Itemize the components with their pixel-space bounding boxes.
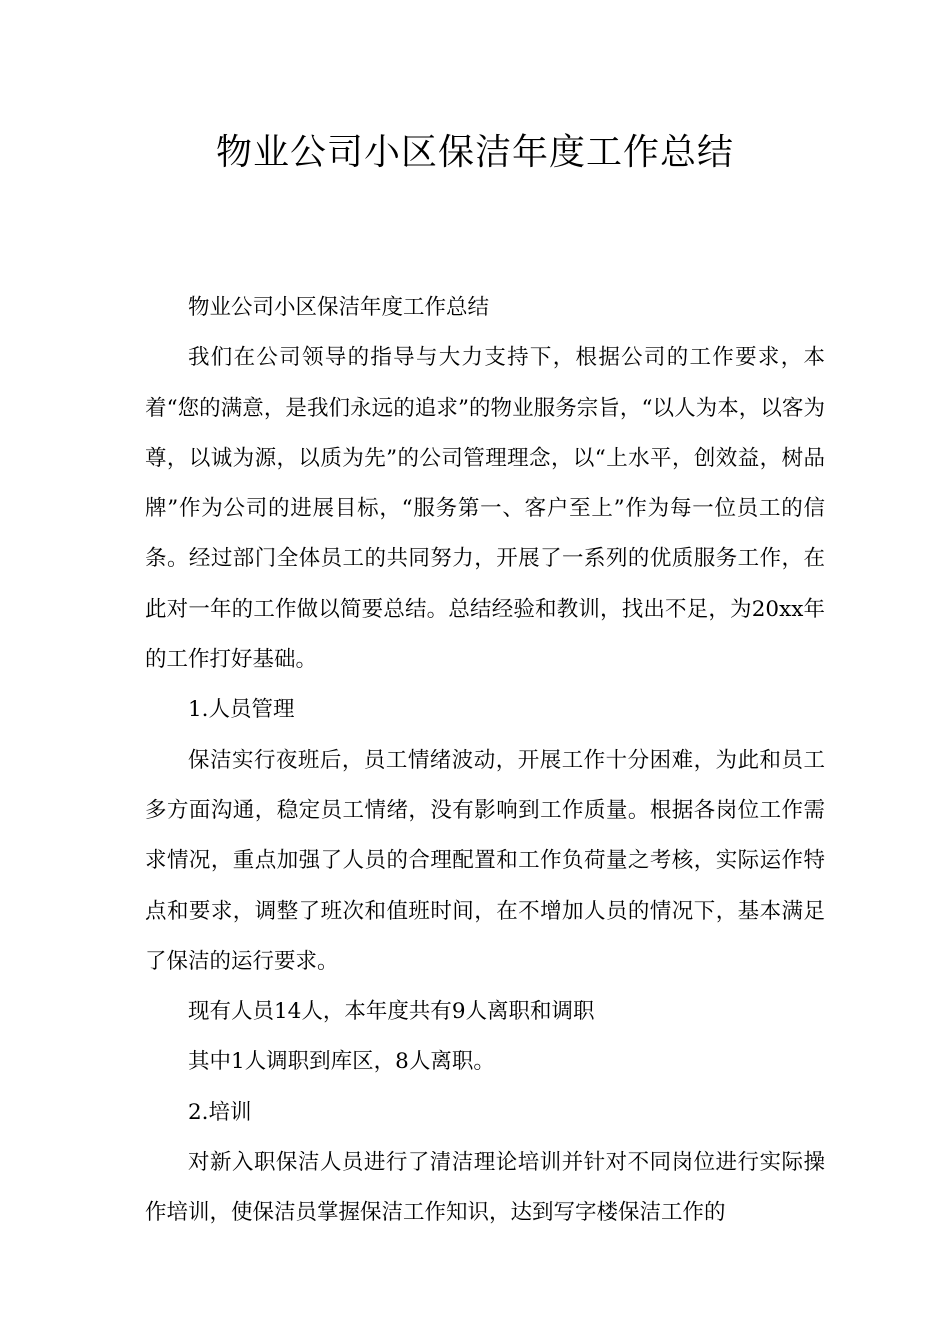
paragraph-training: 对新入职保洁人员进行了清洁理论培训并针对不同岗位进行实际操作培训，使保洁员掌握保洁工作知识，达到写字楼保洁工作的: [145, 1150, 825, 1226]
document-title: 物业公司小区保洁年度工作总结: [215, 132, 734, 173]
paragraph-staff-count: 现有人员14人，本年度共有9人离职和调职: [188, 999, 595, 1025]
paragraph-personnel: 保洁实行夜班后，员工情绪波动，开展工作十分困难，为此和员工多方面沟通，稳定员工情绪，没有影响到工作质量。根据各岗位工作需求情况，重点加强了人员的合理配置和工作负荷量之考核，实际运作特点和要求，调整了班次和值班时间，在不增加人员的情况下，基本满足了保洁的运行要求。: [145, 747, 825, 974]
document-body: [145, 283, 825, 1239]
paragraph-subtitle: 物业公司小区保洁年度工作总结: [188, 295, 490, 320]
section-heading-training: 2.培训: [188, 1099, 252, 1125]
paragraph-intro: 我们在公司领导的指导与大力支持下，根据公司的工作要求，本着“您的满意，是我们永远的追求”的物业服务宗旨，“以人为本，以客为尊，以诚为源，以质为先”的公司管理理念，以“上水平，创效益，树品牌”作为公司的进展目标，“服务第一、客户至上”作为每一位员工的信条。经过部门全体员工的共同努力，开展了一系列的优质服务工作，在此对一年的工作做以简要总结。总结经验和教训，找出不足，为20xx年的工作打好基础。: [145, 345, 825, 673]
paragraph-transfers: 其中1人调职到库区，8人离职。: [188, 1049, 495, 1075]
section-heading-personnel: 1.人员管理: [188, 697, 295, 723]
